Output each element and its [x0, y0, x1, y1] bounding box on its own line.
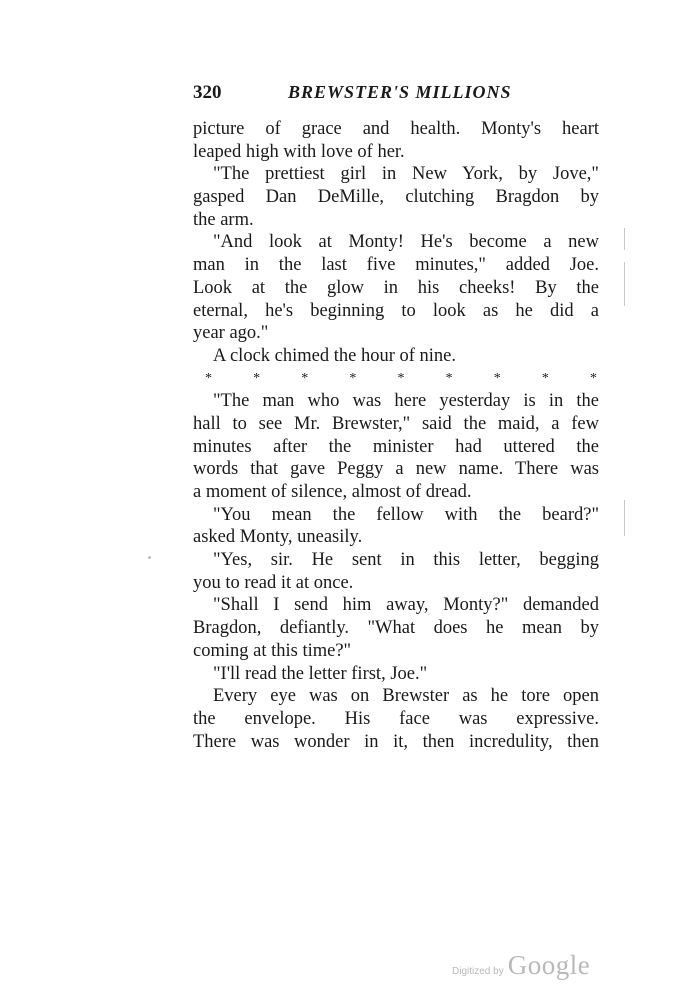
scan-edge-mark: [624, 228, 625, 250]
scene-break-star: *: [590, 370, 597, 386]
scene-break-star: *: [445, 370, 453, 386]
scan-dust-mark: [148, 556, 151, 559]
text-line: the arm.: [193, 209, 254, 230]
text-line: "You mean the fellow with the beard?": [213, 504, 599, 525]
text-line: "I'll read the letter first, Joe.": [213, 663, 428, 684]
text-line: hall to see Mr. Brewster," said the maid, a few: [193, 413, 599, 434]
text-line: "Yes, sir. He sent in this letter, begging: [213, 550, 599, 571]
scene-break-star: *: [349, 370, 357, 386]
scene-break-star: *: [253, 370, 261, 386]
text-line: There was wonder in it, then incredulity, then: [193, 731, 599, 752]
text-line: coming at this time?": [193, 640, 352, 661]
scan-edge-mark: [624, 262, 625, 306]
text-line: Look at the glow in his cheeks! By the: [193, 277, 599, 298]
text-line: gasped Dan DeMille, clutching Bragdon by: [193, 187, 599, 208]
text-line: year ago.": [193, 323, 269, 344]
scene-break-star: *: [301, 370, 309, 386]
text-line: man in the last five minutes," added Joe.: [193, 255, 599, 276]
scene-break-star: *: [541, 370, 549, 386]
body-text: [193, 118, 599, 753]
scene-break-star: *: [205, 370, 212, 386]
text-line: eternal, he's beginning to look as he did a: [193, 300, 599, 321]
text-line: "And look at Monty! He's become a new: [213, 232, 599, 253]
text-line: leaped high with love of her.: [193, 141, 405, 162]
google-logo-text: Google: [507, 950, 591, 980]
page-header: [193, 82, 603, 108]
text-line: Bragdon, defiantly. "What does he mean by: [193, 618, 599, 639]
running-title: BREWSTER'S MILLIONS: [288, 82, 512, 102]
text-line: words that gave Peggy a new name. There was: [193, 459, 599, 480]
watermark-small-text: Digitized by: [452, 966, 504, 977]
text-line: Every eye was on Brewster as he tore open: [213, 686, 599, 707]
text-line: you to read it at once.: [193, 572, 354, 593]
text-line: minutes after the minister had uttered the: [193, 436, 599, 457]
text-line: A clock chimed the hour of nine.: [213, 345, 457, 366]
text-line: a moment of silence, almost of dread.: [193, 482, 472, 502]
text-line: "The man who was here yesterday is in the: [213, 391, 599, 412]
scene-break-star: *: [493, 370, 501, 386]
scan-edge-mark: [624, 500, 625, 536]
text-line: the envelope. His face was expressive.: [193, 708, 599, 729]
text-line: asked Monty, uneasily.: [193, 527, 363, 548]
scene-break-star: *: [397, 370, 405, 386]
scene-break: [193, 368, 599, 391]
text-line: picture of grace and health. Monty's heart: [193, 119, 599, 139]
text-line: "The prettiest girl in New York, by Jove,": [213, 164, 599, 185]
text-line: "Shall I send him away, Monty?" demanded: [213, 595, 599, 616]
digitized-by-google-watermark: [452, 950, 590, 984]
page-number: 320: [193, 82, 222, 103]
